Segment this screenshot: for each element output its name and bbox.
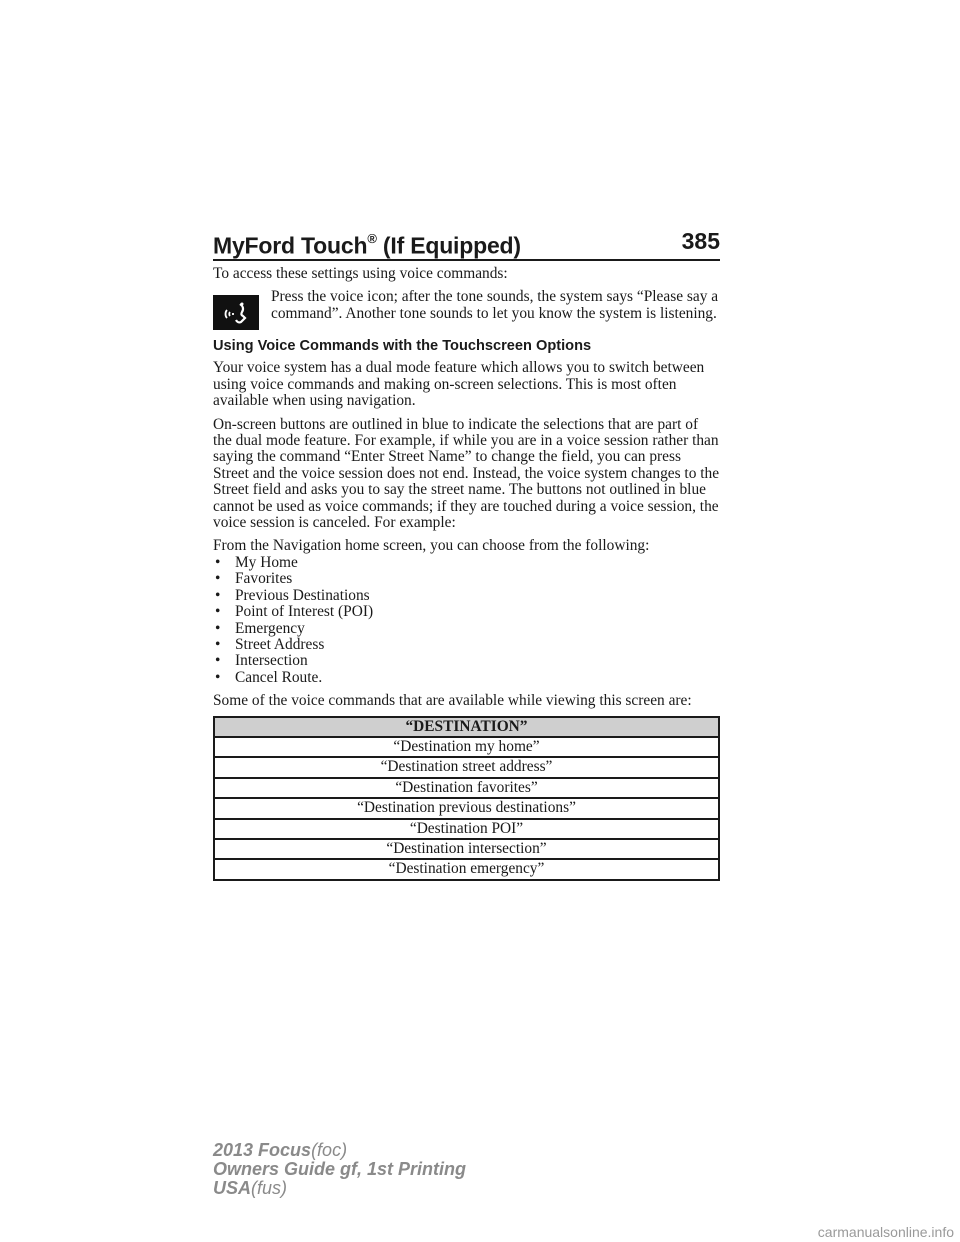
voice-instruction-block — [213, 289, 720, 330]
table-cell: “Destination favorites” — [214, 778, 719, 798]
header-rule — [213, 259, 720, 261]
bullet: • — [215, 553, 221, 571]
table-row — [214, 798, 719, 818]
table-row — [214, 819, 719, 839]
list-item — [213, 571, 720, 587]
voice-icon-glyph — [221, 301, 251, 325]
footer-region-code: (fus) — [251, 1178, 288, 1198]
table-header-row — [214, 717, 719, 737]
table-row — [214, 737, 719, 757]
section-heading: Using Voice Commands with the Touchscreen Options — [213, 338, 592, 355]
footer-line-guide: Owners Guide gf, 1st Printing — [213, 1159, 467, 1179]
list-item-text: Intersection — [235, 652, 308, 670]
list-item-text: Previous Destinations — [235, 586, 370, 604]
header-title-suffix: (If Equipped) — [382, 232, 521, 259]
footer-line-model — [213, 1141, 466, 1160]
paragraph-navigation-home: From the Navigation home screen, you can choose from the following: — [213, 537, 650, 555]
bullet: • — [215, 652, 221, 670]
list-item — [213, 555, 720, 571]
list-item — [213, 653, 720, 669]
bullet: • — [215, 635, 221, 653]
footer-region: USA — [213, 1178, 252, 1198]
paragraph-dual-mode: Your voice system has a dual mode feature which allows you to switch between using voice commands and making on-screen selections. This is most often available when using navigation. — [213, 359, 705, 410]
table-row — [214, 757, 719, 777]
list-item-text: Favorites — [235, 570, 293, 588]
table-cell: “Destination intersection” — [214, 839, 719, 859]
bullet: • — [215, 619, 221, 637]
table-cell: “Destination POI” — [214, 819, 719, 839]
header-title — [213, 226, 521, 261]
page-number: 385 — [681, 228, 720, 254]
list-item — [213, 670, 720, 686]
page-footer — [213, 1141, 466, 1198]
list-item — [213, 604, 720, 620]
page-content — [213, 266, 720, 881]
bullet: • — [215, 570, 221, 588]
bullet: • — [215, 586, 221, 604]
registered-mark: ® — [367, 231, 377, 246]
table-cell: “Destination my home” — [214, 737, 719, 757]
table-cell: “Destination emergency” — [214, 859, 719, 879]
list-item — [213, 588, 720, 604]
footer-model: 2013 Focus — [213, 1140, 312, 1160]
table-header-cell: “DESTINATION” — [214, 717, 719, 737]
list-item — [213, 637, 720, 653]
table-row — [214, 859, 719, 879]
bullet: • — [215, 603, 221, 621]
bullet: • — [215, 668, 221, 686]
header-title-text: MyFord Touch — [213, 232, 368, 259]
list-item-text: Point of Interest (POI) — [235, 603, 374, 621]
table-row — [214, 839, 719, 859]
list-item-text: My Home — [235, 553, 298, 571]
destination-commands-table — [213, 716, 720, 881]
footer-model-code: (foc) — [311, 1140, 348, 1160]
voice-instruction-text: Press the voice icon; after the tone sounds, the system says “Please say a command”. Another tone sounds to let you know the system is listening. — [271, 288, 719, 322]
watermark: carmanualsonline.info — [817, 1224, 954, 1240]
page-header — [213, 226, 720, 260]
table-cell: “Destination street address” — [214, 757, 719, 777]
navigation-options-list — [213, 555, 720, 686]
list-item — [213, 621, 720, 637]
table-cell: “Destination previous destinations” — [214, 798, 719, 818]
list-item-text: Emergency — [235, 619, 305, 637]
list-item-text: Cancel Route. — [235, 668, 323, 686]
paragraph-onscreen-buttons: On-screen buttons are outlined in blue to indicate the selections that are part of the dual mode feature. For example, if while you are in a voice session rather than saying the command “Enter Street Name” to change the field, you can press Street and the voice session does not end. Instead, the voice system changes to the Street field and asks you to say the street name. The buttons not outlined in blue cannot be used as voice commands; if they are touched during a voice session, the voice session is canceled. For example: — [213, 415, 720, 532]
paragraph-voice-commands: Some of the voice commands that are available while viewing this screen are: — [213, 692, 692, 710]
footer-line-region — [213, 1179, 466, 1198]
voice-command-icon — [213, 295, 259, 330]
table-row — [214, 778, 719, 798]
intro-text: To access these settings using voice commands: — [213, 265, 508, 282]
list-item-text: Street Address — [235, 635, 325, 653]
